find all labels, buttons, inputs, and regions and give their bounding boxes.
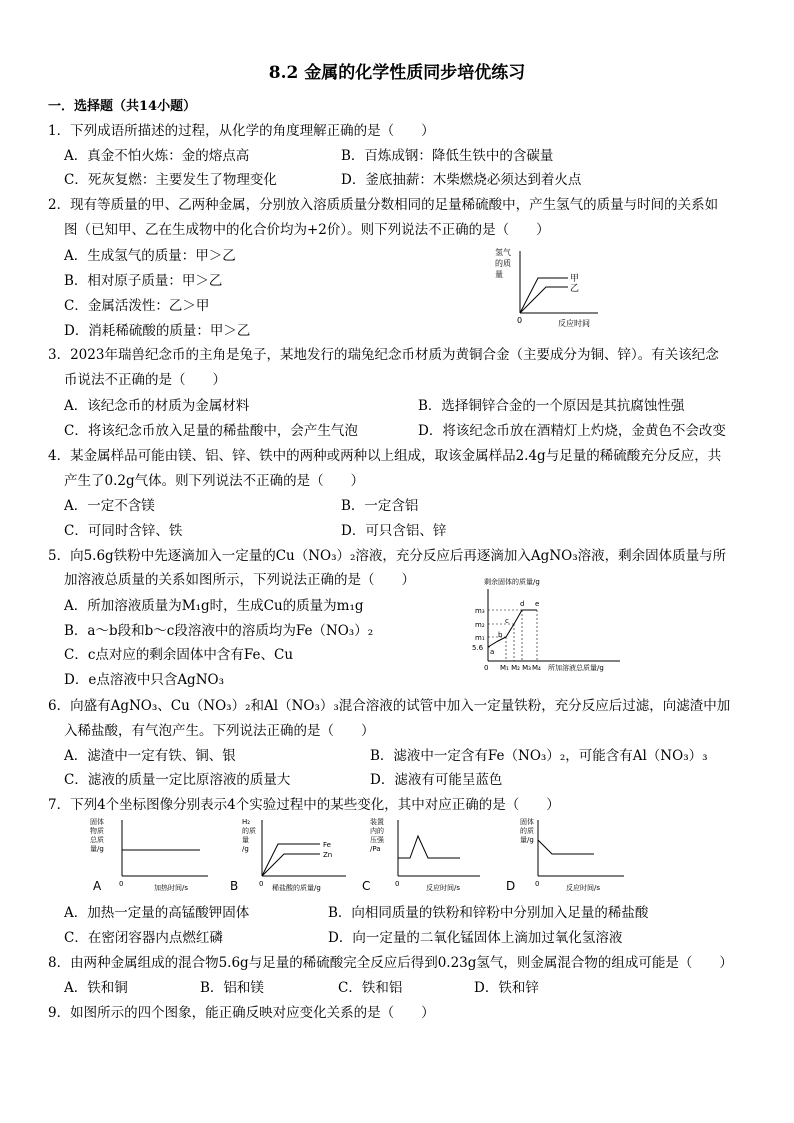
q7a-y4: 量/g [90,845,104,853]
q2-y-label-1: 氢气 [495,248,511,257]
q7-graph-a [88,816,218,894]
q5-stem-line1: 5．向5.6g铁粉中先逐滴加入一定量的Cu（NO₃）₂溶液，充分反应后再逐滴加入AgNO₃溶液，剩余固体质量与所 [48,548,727,564]
q2-x-label: 反应时间 [558,319,590,328]
q5-x-ticks: M₁ M₂ M₃ [500,664,531,672]
q7b-y2: 的质 [242,827,256,835]
q4-option-d: D．可只含铝、锌 [341,523,447,539]
q7d-curve [538,840,594,854]
q6-option-d: D．滤液有可能呈蓝色 [370,772,503,788]
q7b-x-label: 稀盐酸的质量/g [272,884,321,892]
q8-option-c: C．铁和铝 [338,980,403,996]
q3-option-d: D．将该纪念币放在酒精灯上灼烧，金黄色不会改变 [418,423,726,439]
q7a-y1: 固体 [90,818,104,826]
q7c-letter: C [362,879,371,893]
q6-option-b: B．滤液中一定含有Fe（NO₃）₂，可能含有Al（NO₃）₃ [370,748,708,764]
q2-y-label-2: 的质 [495,259,511,268]
q2-stem-line2: 图（已知甲、乙在生成物中的化合价均为+2价）。则下列说法不正确的是（ ） [64,222,550,238]
q5-origin: 0 [484,664,489,672]
q4-option-a: A．一定不含镁 [64,498,155,514]
q4-option-c: C．可同时含锌、铁 [64,523,183,539]
q7d-y1: 固体 [520,818,534,826]
q7b-y3: 量 [242,836,249,844]
q6-option-a: A．滤渣中一定有铁、铜、银 [64,748,236,764]
q7d-y2: 的质 [520,827,534,835]
q8-option-d: D．铁和锌 [474,980,539,996]
q6-stem-line1: 6．向盛有AgNO₃、Cu（NO₃）₂和Al（NO₃）₃混合溶液的试管中加入一定量铁粉，充分反应后过滤，向滤渣中加 [48,698,731,714]
q5-tick-m3: m₃ [475,607,485,615]
q9-stem: 9．如图所示的四个图象，能正确反映对应变化关系的是（ ） [48,1005,435,1021]
q1-stem: 1．下列成语所描述的过程，从化学的角度理解正确的是（ ） [48,123,435,139]
q1-option-d: D．釜底抽薪：木柴燃烧必须达到着火点 [341,172,582,188]
q5-tick-m1: m₁ [475,634,485,642]
q7b-y4: /g [242,845,249,853]
q8-stem: 8．由两种金属组成的混合物5.6g与足量的稀硫酸完全反应后得到0.23g氢气，则金属混合物的组成可能是（ ） [48,955,733,971]
q5-point-a: a [490,648,495,656]
q7-stem: 7．下列4个坐标图像分别表示4个实验过程中的某些变化，其中对应正确的是（ ） [48,797,560,813]
q7a-letter: A [93,879,102,893]
q2-legend-yi: 乙 [570,284,580,294]
q8-option-b: B．铝和镁 [200,980,264,996]
q7-graph-c [360,816,490,894]
q2-option-b: B．相对原子质量：甲＞乙 [64,273,223,289]
q2-series-jia [520,278,568,313]
q7-option-a: A．加热一定量的高锰酸钾固体 [64,905,250,921]
q5-option-c: C．c点对应的剩余固体中含有Fe、Cu [64,647,294,663]
q3-stem-line1: 3．2023年瑞兽纪念币的主角是兔子，某地发行的瑞兔纪念币材质为黄铜合金（主要成分为铜、锌）。有关该纪念 [48,347,719,363]
q2-legend-jia: 甲 [570,274,580,284]
q7-option-c: C．在密闭容器内点燃红磷 [64,930,223,946]
q2-option-d: D．消耗稀硫酸的质量：甲＞乙 [64,323,251,339]
q7a-origin: 0 [119,880,124,888]
page-title: 8.2 金属的化学性质同步培优练习 [268,63,526,83]
q7c-y4: /Pa [370,845,381,853]
q2-option-c: C．金属活泼性：乙＞甲 [64,298,210,314]
section-heading: 一．选择题（共14小题） [48,99,197,114]
q3-stem-line2: 币说法不正确的是（ ） [64,372,226,388]
q7b-origin: 0 [259,880,264,888]
q1-option-c: C．死灰复燃：主要发生了物理变化 [64,172,277,188]
q7b-label-zn: Zn [323,851,333,859]
q7b-curve-fe [262,844,320,876]
q7d-x-label: 反应时间/s [566,884,601,892]
q7d-y3: 量/g [520,836,534,844]
q5-stem-line2: 加溶液总质量的关系如图所示，下列说法正确的是（ ） [64,572,415,588]
q7a-x-label: 加热时间/s [154,884,189,892]
q2-y-label-3: 量 [495,270,503,279]
q7a-y2: 物质 [90,827,104,835]
q2-stem-line1: 2．现有等质量的甲、乙两种金属，分别放入溶质质量分数相同的足量稀硫酸中，产生氢气的质量与时间的关系如 [48,197,719,213]
q7c-curve [398,836,460,858]
q8-option-a: A．铁和铜 [64,980,128,996]
q7c-origin: 0 [395,880,400,888]
q7c-x-label: 反应时间/s [426,884,461,892]
q7c-y1: 装置 [370,818,384,826]
q4-stem-line2: 产生了0.2g气体。则下列说法不正确的是（ ） [64,473,365,489]
q3-option-b: B．选择铜锌合金的一个原因是其抗腐蚀性强 [418,398,685,414]
q3-option-a: A．该纪念币的材质为金属材料 [64,398,250,414]
q5-point-c: c [505,617,509,625]
q7d-origin: 0 [535,880,540,888]
q5-solid-mass-graph [470,575,630,675]
q1-option-a: A．真金不怕火炼：金的熔点高 [64,148,250,164]
q7-graph-d [504,816,634,894]
q6-stem-line2: 入稀盐酸，有气泡产生。下列说法正确的是（ ） [64,723,375,739]
q7d-letter: D [506,879,516,893]
q5-option-a: A．所加溶液质量为M₁g时，生成Cu的质量为m₁g [64,598,364,614]
q5-point-b: b [498,631,503,639]
q5-tick-m2: m₂ [475,621,485,629]
q5-y-label: 剩余固体的质量/g [484,578,540,586]
q7c-y2: 内的 [370,827,384,835]
q5-tick-5-6: 5.6 [472,644,484,652]
q5-option-b: B．a～b段和b～c段溶液中的溶质均为Fe（NO₃）₂ [64,623,374,639]
q7a-y3: 总质 [90,836,104,844]
q7b-curve-zn [262,854,320,876]
q3-option-c: C．将该纪念币放入足量的稀盐酸中，会产生气泡 [64,423,358,439]
q5-curve [488,610,537,647]
q7b-y1: H₂ [242,818,251,826]
q2-option-a: A．生成氢气的质量：甲＞乙 [64,248,236,264]
q7c-y3: 压强 [370,836,384,844]
q1-option-b: B．百炼成钢：降低生铁中的含碳量 [341,148,554,164]
q5-point-e: e [535,600,540,608]
q7-option-d: D．向一定量的二氧化锰固体上滴加过氧化氢溶液 [328,930,623,946]
q7b-label-fe: Fe [323,841,331,849]
q7-option-b: B．向相同质量的铁粉和锌粉中分别加入足量的稀盐酸 [328,905,649,921]
q2-hydrogen-time-graph [490,245,610,335]
q4-stem-line1: 4．某金属样品可能由镁、铝、锌、铁中的两种或两种以上组成，取该金属样品2.4g与足量的稀硫酸充分反应，共 [48,448,722,464]
q5-option-d: D．e点溶液中只含AgNO₃ [64,672,224,688]
q5-guide-lines [488,610,537,661]
q4-option-b: B．一定含铝 [341,498,419,514]
q7b-letter: B [230,879,239,893]
q5-x-label: 所加溶液总质量/g [548,664,604,672]
q2-origin: 0 [517,316,523,325]
q7-graph-b [228,816,358,894]
q6-option-c: C．滤液的质量一定比原溶液的质量大 [64,772,291,788]
q5-point-d: d [520,600,525,608]
q5-tick-m4: M₄ [532,664,541,672]
